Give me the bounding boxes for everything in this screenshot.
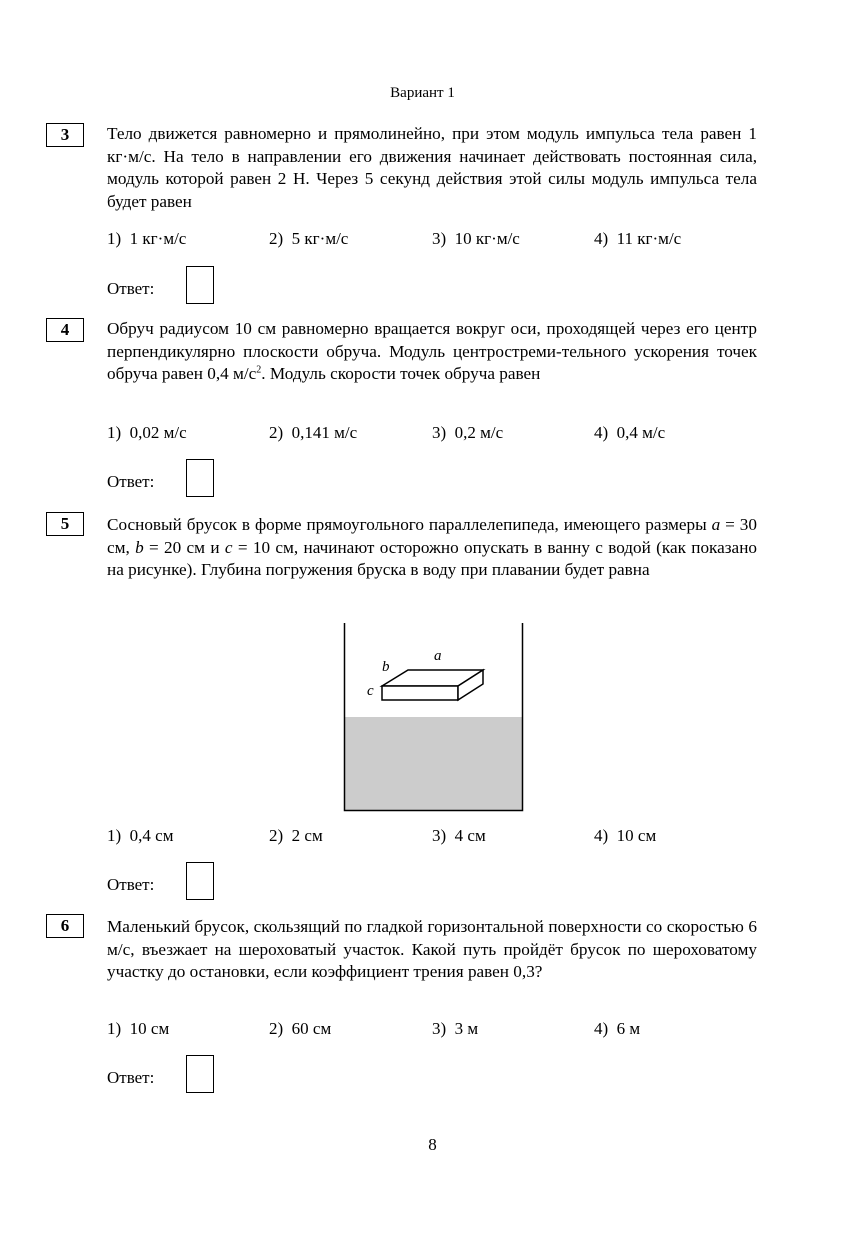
answer-box[interactable] <box>186 1055 214 1093</box>
task-text: Тело движется равномерно и прямолинейно, при этом модуль импульса тела равен 1 кг·м/с. На тело в направлении его движения начинает действовать постоянная сила, модуль которой равен 2 Н. Через 5 секунд действия этой силы модуль импульса тела будет равен <box>107 124 757 211</box>
task-number: 5 <box>46 512 84 536</box>
task-number: 3 <box>46 123 84 147</box>
task-number: 4 <box>46 318 84 342</box>
task-text: Обруч радиусом 10 см равномерно вращается вокруг оси, проходящей через его центр перпендикулярно плоскости обруча. Модуль центростреми-тельного ускорения точек обруча равен 0,4 $м/с^2$. Модуль скорости точек обруча равен <box>107 319 757 383</box>
answer-label: Ответ: <box>107 1068 155 1087</box>
option-1[interactable]: 1) 1 кг·м/с <box>107 229 187 248</box>
option-3[interactable]: 3) 10 кг·м/с <box>432 229 520 248</box>
task-text: Сосновый брусок в форме прямоугольного параллелепипеда, имеющего размеры a = 30 см, b = 20 см и c = 10 см, начинают осторожно опускать в ванну с водой (как показано на рисунке). Глубина погружения бруска в воду при плавании будет равна <box>107 515 757 579</box>
label-b: b <box>382 659 390 675</box>
answer-label: Ответ: <box>107 875 155 894</box>
option-3[interactable]: 3) 3 м <box>432 1019 479 1038</box>
option-2[interactable]: 2) 5 кг·м/с <box>269 229 349 248</box>
task-text: Маленький брусок, скользящий по гладкой горизонтальной поверхности со скоростью 6 м/с, въезжает на шероховатый участок. Какой путь пройдёт брусок по шероховатому участку до остановки, если коэффициент трения равен 0,3? <box>107 917 757 981</box>
answer-box[interactable] <box>186 459 214 497</box>
option-2[interactable]: 2) 60 см <box>269 1019 332 1038</box>
option-2[interactable]: 2) 2 см <box>269 826 323 845</box>
option-4[interactable]: 4) 0,4 м/с <box>594 423 666 442</box>
option-1[interactable]: 1) 10 см <box>107 1019 170 1038</box>
answer-label: Ответ: <box>107 472 155 491</box>
answer-box[interactable] <box>186 266 214 304</box>
bath-figure <box>340 623 530 815</box>
water <box>345 717 523 810</box>
page-number: 8 <box>428 1135 437 1154</box>
option-4[interactable]: 4) 11 кг·м/с <box>594 229 682 248</box>
option-3[interactable]: 3) 0,2 м/с <box>432 423 504 442</box>
variant-header: Вариант 1 <box>390 85 455 101</box>
block-front <box>382 686 458 700</box>
option-4[interactable]: 4) 6 м <box>594 1019 641 1038</box>
answer-box[interactable] <box>186 862 214 900</box>
answer-label: Ответ: <box>107 279 155 298</box>
label-a: a <box>434 648 442 664</box>
option-1[interactable]: 1) 0,4 см <box>107 826 174 845</box>
option-2[interactable]: 2) 0,141 м/с <box>269 423 358 442</box>
task-number: 6 <box>46 914 84 938</box>
label-c: c <box>367 683 374 699</box>
option-3[interactable]: 3) 4 см <box>432 826 486 845</box>
option-1[interactable]: 1) 0,02 м/с <box>107 423 187 442</box>
option-4[interactable]: 4) 10 см <box>594 826 657 845</box>
